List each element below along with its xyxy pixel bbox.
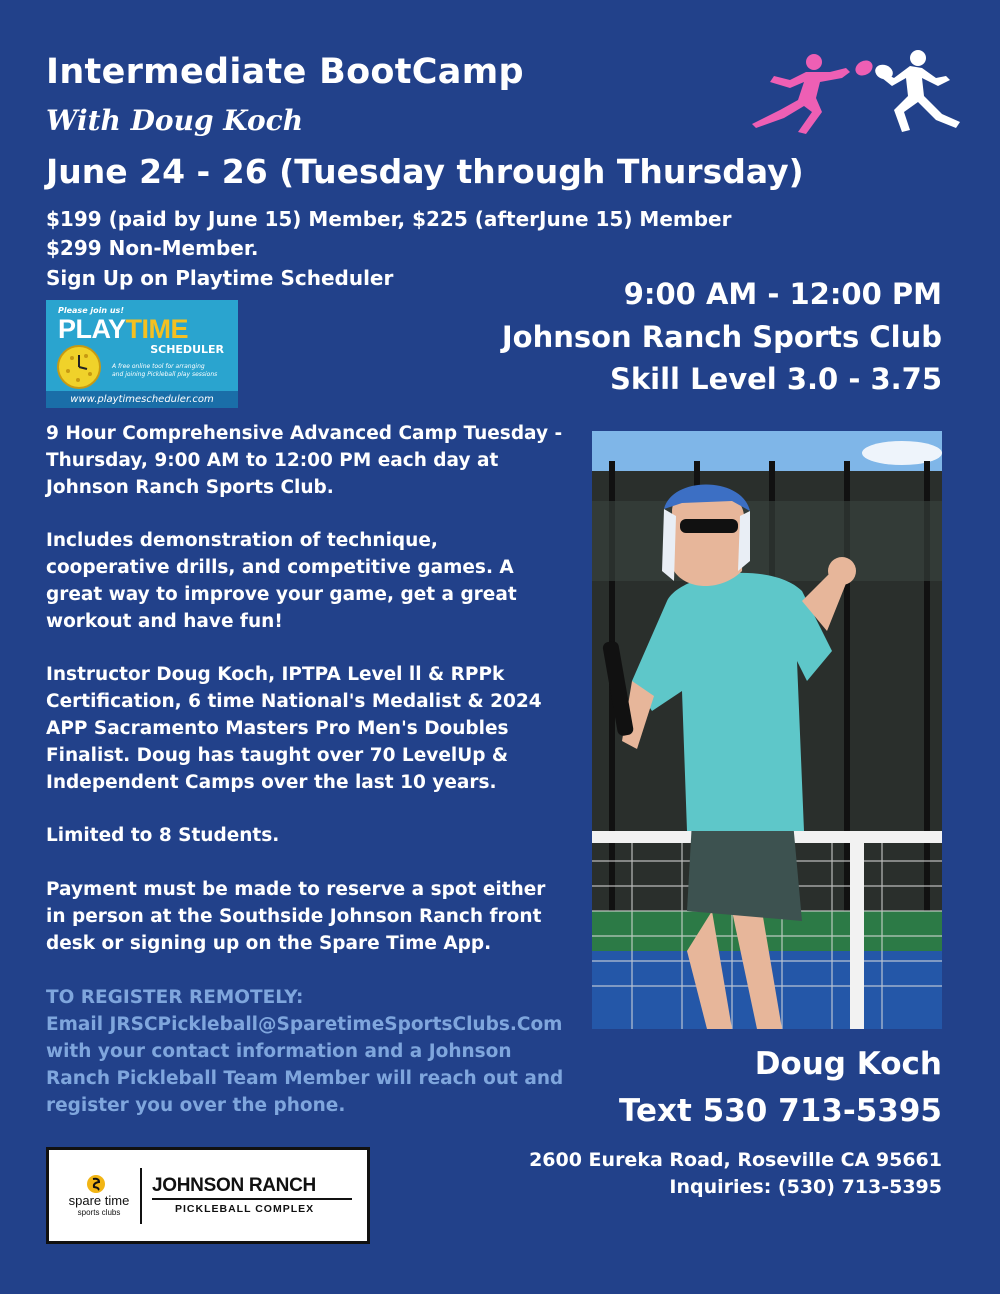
skill-level: Skill Level 3.0 - 3.75	[610, 362, 942, 396]
pricing-non-member: $299 Non-Member.	[46, 236, 259, 260]
johnson-ranch-logo	[46, 1147, 370, 1244]
signup-instruction: Sign Up on Playtime Scheduler	[46, 266, 394, 290]
logo-brand-play: PLAY	[58, 314, 126, 344]
payment-info	[46, 876, 566, 957]
logo-tagline: Please join us!	[58, 306, 124, 315]
playtime-scheduler-logo[interactable]	[46, 300, 238, 408]
contact-name: Doug Koch	[754, 1046, 942, 1082]
instructor-bio	[46, 661, 566, 796]
logo-description	[112, 363, 217, 379]
paragraph-limit: Limited to 8 Students.	[46, 825, 280, 846]
logo-brand	[58, 314, 188, 345]
inquiries-phone[interactable]: Inquiries: (530) 713-5395	[669, 1176, 942, 1198]
instructor-photo	[592, 431, 942, 1029]
logo-brand-time: TIME	[125, 314, 189, 344]
spare-time-sub: sports clubs	[77, 1208, 121, 1217]
camp-includes	[46, 527, 566, 635]
logo-rule	[152, 1198, 352, 1200]
spare-time-brand: spare time	[68, 1193, 130, 1208]
event-venue: Johnson Ranch Sports Club	[501, 320, 942, 354]
event-time: 9:00 AM - 12:00 PM	[623, 277, 942, 311]
register-heading: TO REGISTER REMOTELY:	[46, 987, 304, 1008]
logo-desc-1: A free online tool for arranging	[112, 363, 205, 370]
pickleball-players-icon	[750, 48, 965, 138]
pricing-member: $199 (paid by June 15) Member, $225 (afterJune 15) Member	[46, 207, 732, 231]
event-dates: June 24 - 26 (Tuesday through Thursday)	[46, 152, 804, 191]
spare-time-icon	[85, 1174, 107, 1194]
logo-divider	[140, 1168, 142, 1224]
register-remote	[46, 984, 566, 1119]
pickleball-clock-icon	[56, 344, 104, 390]
camp-description	[46, 420, 566, 501]
page-title: Intermediate BootCamp	[46, 52, 524, 92]
student-limit	[46, 822, 566, 849]
paragraph-camp: 9 Hour Comprehensive Advanced Camp Tuesday - Thursday, 9:00 AM to 12:00 PM each day at Johnson Ranch Sports Club.	[46, 423, 563, 498]
paragraph-instructor: Instructor Doug Koch, IPTPA Level ll & RPPk Certification, 6 time National's Medalist & 2024 APP Sacramento Masters Pro Men's Doubles Finalist. Doug has taught over 70 LevelUp & Independent Camps over the last 10 years.	[46, 664, 542, 793]
paragraph-payment: Payment must be made to reserve a spot either in person at the Southside Johnson Ranch front desk or signing up on the Spare Time App.	[46, 879, 546, 954]
playtime-url-link[interactable]: www.playtimescheduler.com	[46, 391, 238, 408]
johnson-ranch-name: JOHNSON RANCH	[152, 1175, 316, 1196]
pickleball-complex-label: PICKLEBALL COMPLEX	[175, 1203, 315, 1215]
club-address: 2600 Eureka Road, Roseville CA 95661	[529, 1149, 942, 1171]
contact-text-number[interactable]: Text 530 713-5395	[618, 1093, 942, 1129]
paragraph-includes: Includes demonstration of technique, cooperative drills, and competitive games. A great way to improve your game, get a great workout and have fun!	[46, 530, 517, 632]
page-subtitle: With Doug Koch	[46, 104, 304, 137]
register-text: Email JRSCPickleball@SparetimeSportsClubs.Com with your contact information and a Johnson Ranch Pickleball Team Member will reach out and register you over the phone.	[46, 1014, 564, 1116]
logo-scheduler: SCHEDULER	[150, 343, 224, 356]
logo-desc-2: and joining Pickleball play sessions	[112, 371, 218, 378]
